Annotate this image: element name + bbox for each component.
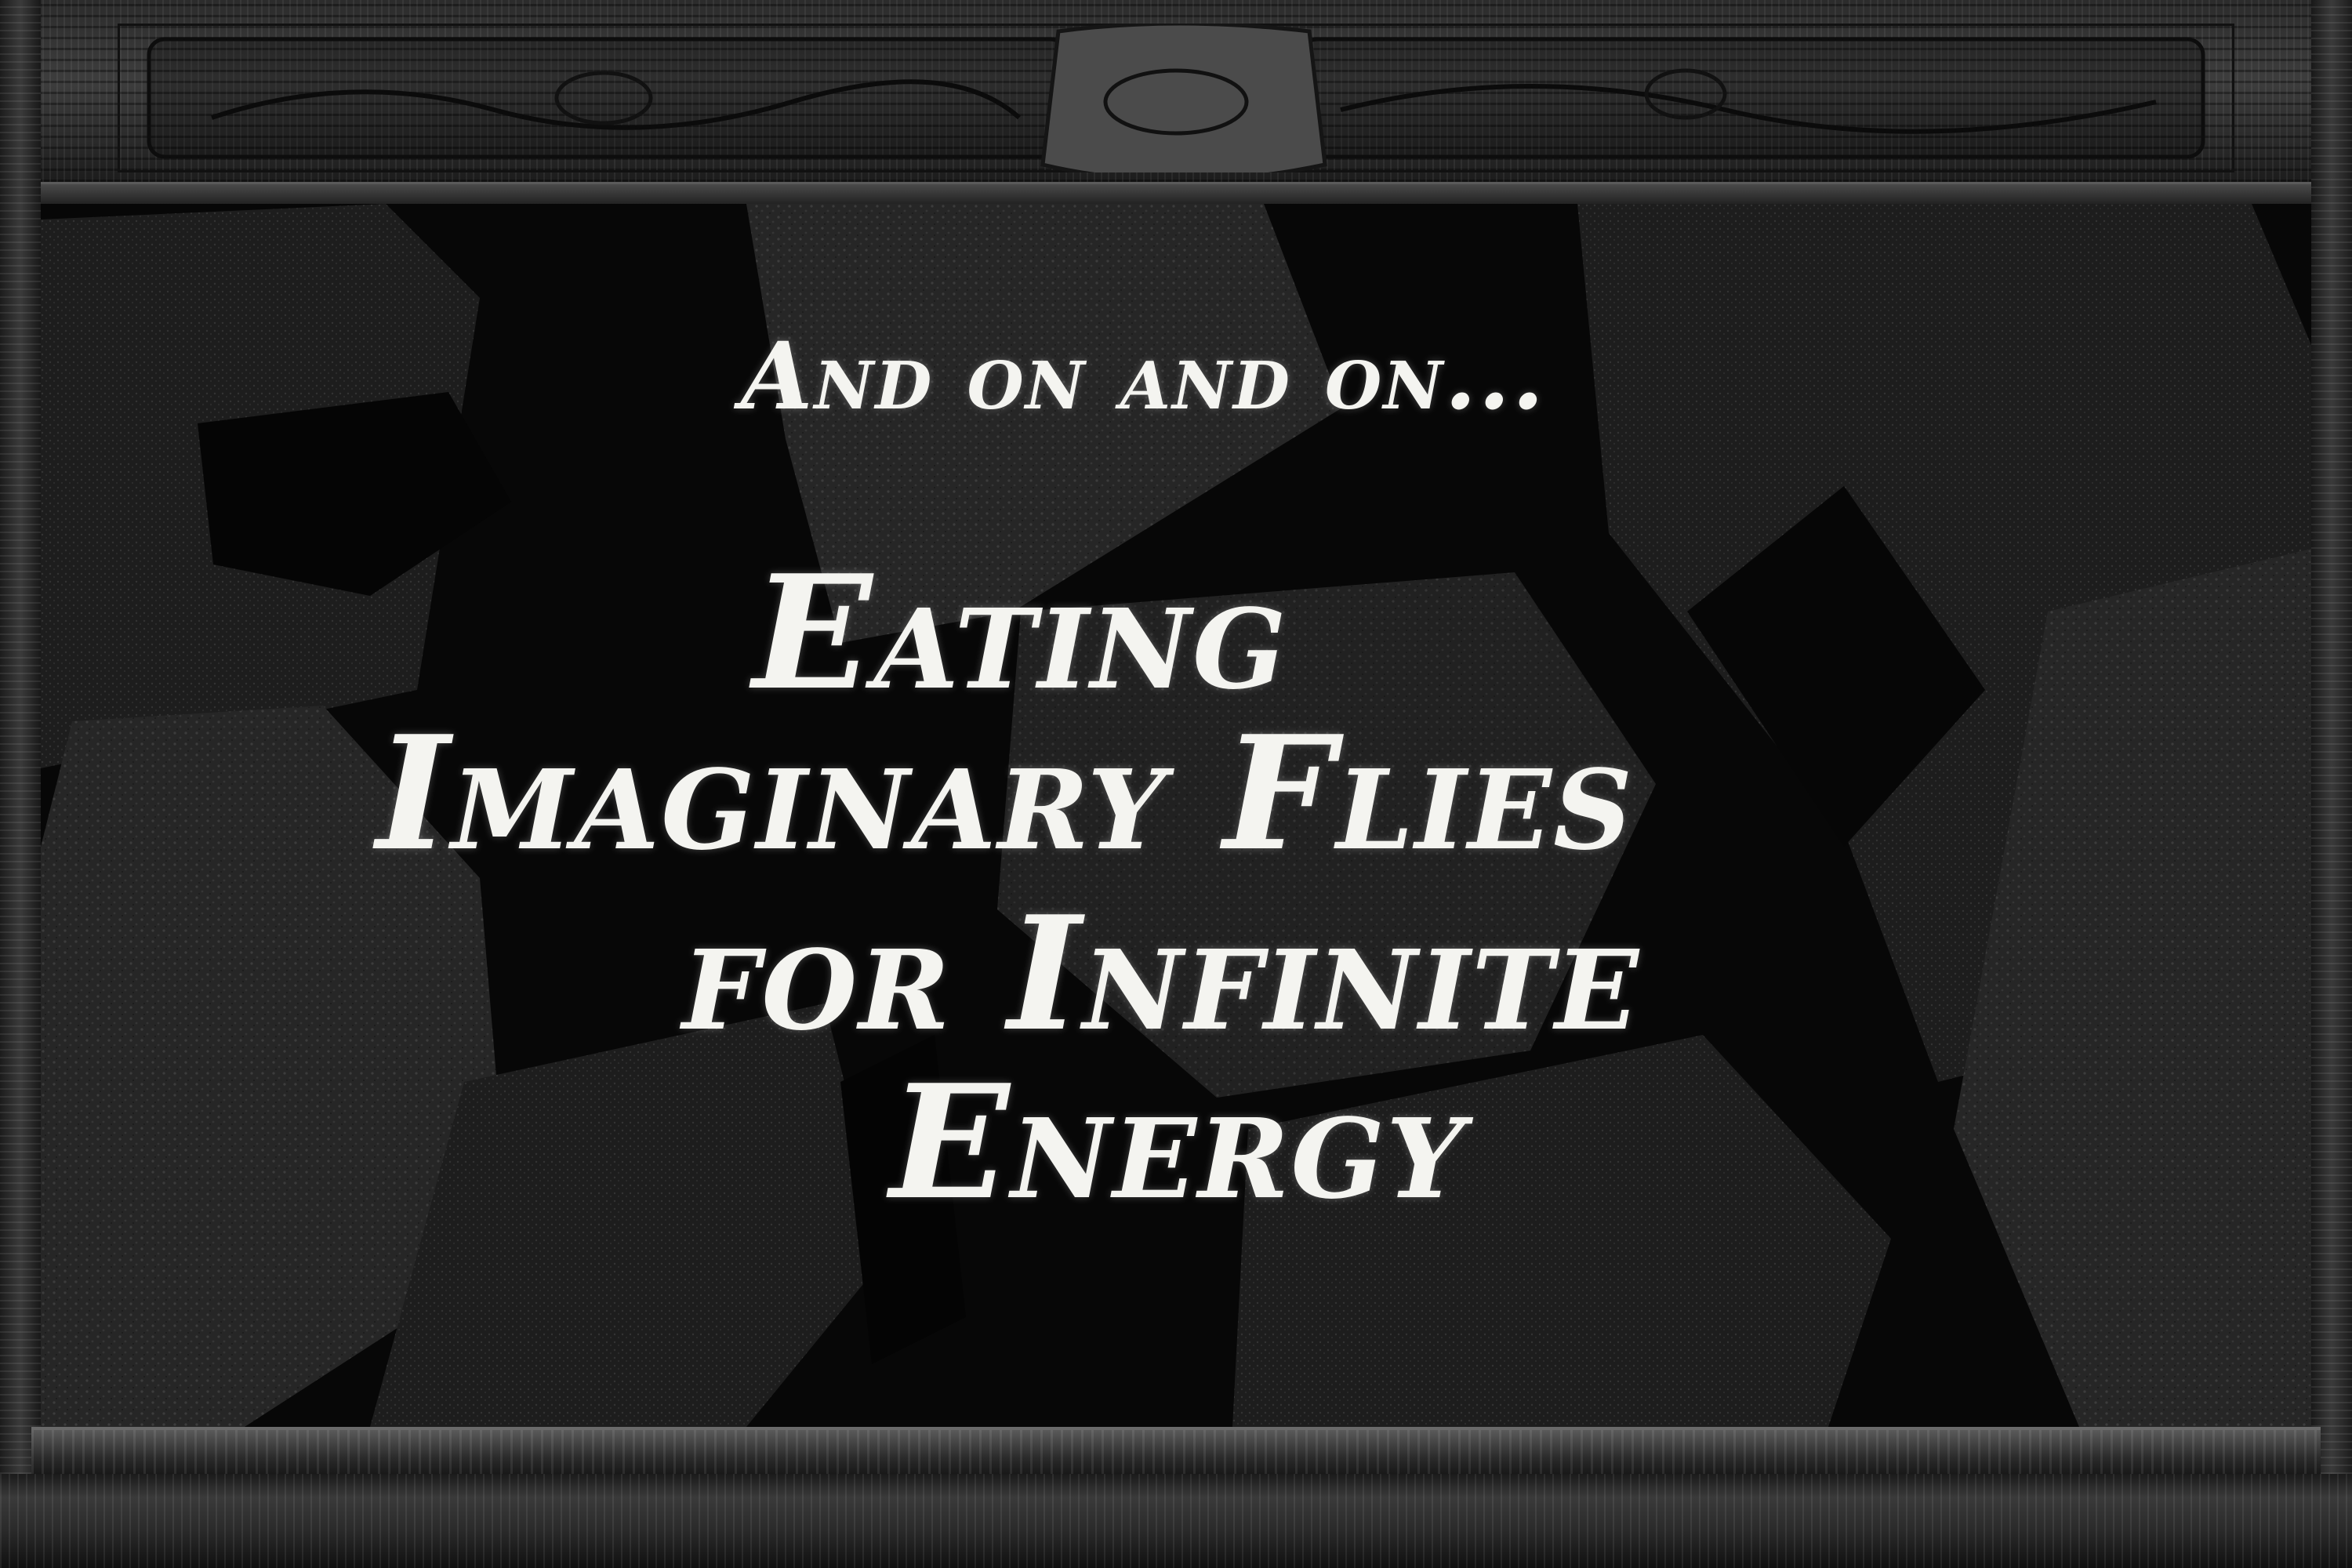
frame-left-rail — [0, 0, 41, 1568]
frame-bottom-ledge — [31, 1427, 2321, 1477]
frame-right-rail — [2311, 0, 2352, 1568]
frame-bottom-rail — [0, 1474, 2352, 1568]
frame-top-bevel — [41, 182, 2311, 206]
title-line-4: Energy — [890, 1051, 1466, 1235]
title-line-2: Imaginary Flies — [376, 702, 1635, 886]
title-subtitle: And on and on... — [741, 321, 1546, 430]
title-line-1: Eating — [753, 541, 1288, 725]
title-line-3: for Infinite — [682, 882, 1641, 1066]
carved-panel-ornament — [118, 24, 2234, 172]
